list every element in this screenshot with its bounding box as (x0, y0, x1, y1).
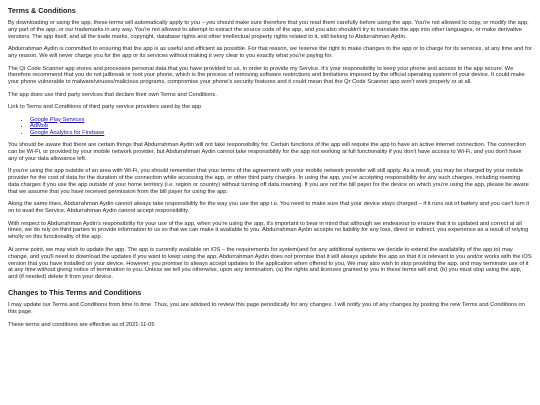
link-google-analytics-firebase[interactable]: Google Analytics for Firebase (30, 129, 105, 136)
third-party-links-list (8, 117, 532, 137)
paragraph-third-party: The app does use third party services that declare their own Terms and Conditions. (8, 91, 217, 98)
paragraph-personal-data: The Qr Code Scanner app stores and processes personal data that you have provided to us, in order to provide my Service. It's your responsibility to keep your phone and access to the app secure. We therefore recommend that you do not jailbreak or root your phone, which is the process of removing software restrictions and limitations imposed by the official operating system of your device. It could make your phone vulnerable to malware/viruses/malicious programs, compromise your phone's security features and it could mean that the Qr Code Scanner app won't work properly or at all. (8, 65, 525, 86)
paragraph-internet-connection: You should be aware that there are certain things that Abdurrahman Aydin will not take responsibility for. Certain functions of the app will require the app to have an active internet connection. The connection can be Wi-Fi, or provided by your mobile network provider, but Abdurrahman Aydin cannot take responsibility for the app not working at full functionality if you don't have access to Wi-Fi, and you don't have any of your data allowance left. (8, 141, 526, 162)
paragraph-updates: At some point, we may wish to update the app. The app is currently available on iOS – the requirements for system(and for any additional systems we decide to extend the availability of the app to) may change, and you'll need to download the updates if you want to keep using the app. Abdurrahman Aydin does not promise that it will always update the app so that it is relevant to you and/or works with the iOS version that you have installed on your device. However, you promise to always accept updates to the application when offered to you, We may also wish to stop providing the app, and may terminate use of it at any time without giving notice of termination to you. Unless we tell you otherwise, upon any termination, (a) the rights and licenses granted to you in these terms will end; (b) you must stop using the app, and (if needed) delete it from your device. (8, 246, 532, 281)
list-item (30, 130, 532, 137)
paragraph-changes: I may update our Terms and Conditions from time to time. Thus, you are advised to review this page periodically for any changes. I will notify you of any changes by posting the new Terms and Conditions on this page. (8, 302, 525, 316)
paragraph-changes-to-app: Abdurrahman Aydin is committed to ensuring that the app is as useful and efficient as possible. For that reason, we reserve the right to make changes to the app or to charge for its services, at any time and for any reason. We will never charge you for the app or its services without making it very clear to you exactly what you're paying for. (8, 46, 532, 60)
paragraph-intro: By downloading or using the app, these terms will automatically apply to you – you should make sure therefore that you read them carefully before using the app. You're not allowed to copy, or modify the app, any part of the app, or our trademarks in any way. You're not allowed to attempt to extract the source code of the app, and you also shouldn't try to translate the app into other languages, or make derivative versions. The app itself, and all the trade marks, copyright, database rights and other intellectual property rights related to it, still belong to Abdurrahman Aydin. (8, 20, 529, 40)
list-item (30, 117, 532, 124)
paragraph-responsibility: With respect to Abdurrahman Aydin's responsibility for your use of the app, when you're using the app, it's important to bear in mind that although we endeavour to ensure that it is updated and correct at all times, we do rely on third parties to provide information to us so that we can make it available to you. Abdurrahman Aydin accepts no liability for any loss, direct or indirect, you experience as a result of relying wholly on this functionality of the app. (8, 220, 529, 241)
link-admob[interactable]: AdMob (30, 123, 49, 130)
paragraph-device-battery: Along the same lines, Abdurrahman Aydin cannot always take responsibility for the way you use the app i.e. You need to make sure that your device stays charged – if it runs out of battery and you can't turn it on to avail the Service, Abdurrahman Aydin cannot accept responsibility. (8, 201, 530, 215)
page-title: Terms & Conditions (8, 6, 76, 15)
link-google-play-services[interactable]: Google Play Services (30, 116, 85, 123)
paragraph-effective-date: These terms and conditions are effective as of 2021-11-05 (8, 321, 155, 328)
list-item (30, 123, 532, 130)
paragraph-third-party-links-intro: Link to Terms and Conditions of third party service providers used by the app (8, 104, 202, 111)
paragraph-data-charges: If you're using the app outside of an area with Wi-Fi, you should remember that your terms of the agreement with your mobile network provider will still apply. As a result, you may be charged by your mobile provider for the cost of data for the duration of the connection while accessing the app, or other third party charges. In using the app, you're accepting responsibility for any such charges, including roaming data charges if you use the app outside of your home territory (i.e. region or country) without turning off data roaming. If you are not the bill payer for the device on which you're using the app, please be aware that we assume that you have received permission from the bill payer for using the app. (8, 168, 529, 195)
section-heading-changes: Changes to This Terms and Conditions (8, 288, 142, 298)
